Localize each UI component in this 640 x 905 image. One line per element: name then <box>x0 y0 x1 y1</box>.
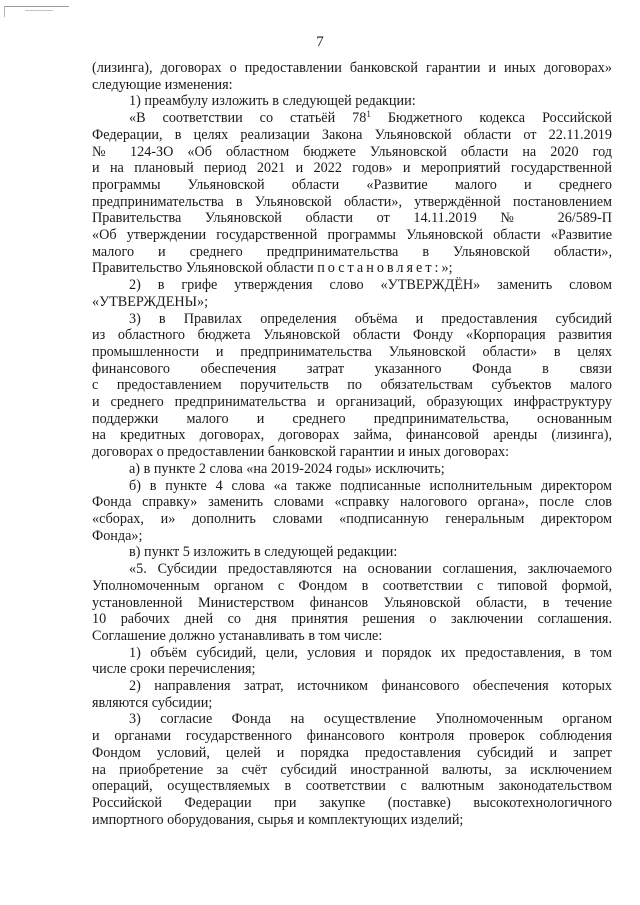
line-text: из областного бюджета Ульяновской области Фонду «Корпорация развития <box>92 327 612 344</box>
line-text: числе сроки перечисления; <box>92 661 256 678</box>
line-text: № 124-ЗО «Об областном бюджете Ульяновской области на 2020 год <box>92 143 612 160</box>
line-text: Федерации, в целях реализации Закона Ульяновской области от 22.11.2019 <box>92 126 612 143</box>
spaced-word: постановляет: <box>317 260 442 277</box>
line-text: «Об утверждении государственной программы Ульяновской области «Развитие <box>92 227 612 244</box>
text-line <box>92 695 612 712</box>
text-line <box>92 711 612 728</box>
line-text: 10 рабочих дней со дня принятия решения о заключении соглашения. <box>92 611 612 628</box>
line-text: и органами государственного финансового контроля проверок соблюдения <box>92 728 612 745</box>
line-text: являются субсидии; <box>92 694 213 711</box>
text-line <box>92 595 612 612</box>
line-text: 1) объём субсидий, цели, условия и порядок их предоставления, в том <box>129 644 612 661</box>
text-line <box>92 160 612 177</box>
text-line <box>92 110 612 127</box>
text-line <box>92 244 612 261</box>
text-line <box>92 561 612 578</box>
text-line <box>92 93 612 110</box>
line-text: 3) согласие Фонда на осуществление Уполномоченным органом <box>129 711 612 728</box>
line-text: промышленности и предпринимательства Ульяновской области» в целях <box>92 343 612 360</box>
text-line <box>92 528 612 545</box>
text-line <box>92 311 612 328</box>
text-line <box>92 728 612 745</box>
text-line <box>92 260 612 277</box>
line-text: Соглашение должно устанавливать в том числе: <box>92 627 383 644</box>
line-text: финансового обеспечения затрат указанного Фонда в связи <box>92 360 612 377</box>
text-line <box>92 444 612 461</box>
line-text: Российской Федерации при закупке (поставке) высокотехнологичного <box>92 794 612 811</box>
text-line <box>92 194 612 211</box>
text-line <box>92 812 612 829</box>
line-text: 2) направления затрат, источником финансового обеспечения которых <box>129 678 612 695</box>
text-line <box>92 578 612 595</box>
line-text: поддержки малого и среднего предпринимательства, основанным <box>92 410 612 427</box>
text-line <box>92 461 612 478</box>
text-line <box>92 210 612 227</box>
line-text: программы Ульяновской области «Развитие малого и среднего <box>92 176 612 193</box>
line-text: на приобретение за счёт субсидий иностранной валюты, за исключением <box>92 761 612 778</box>
line-text: Уполномоченным органом с Фондом в соответствии с типовой формой, <box>92 577 612 594</box>
line-text: и среднего предпринимательства и организаций, образующих инфраструктуру <box>92 394 612 411</box>
text-line <box>92 544 612 561</box>
line-text: Фонда»; <box>92 527 143 544</box>
line-text: 2) в грифе утверждения слово «УТВЕРЖДЁН» заменить словом <box>129 277 612 294</box>
line-text: договорах о предоставлении банковской гарантии и иных договорах: <box>92 444 510 461</box>
line-text: «сборах, и» дополнить словами «подписанную генеральным директором <box>92 510 612 527</box>
text-line <box>92 327 612 344</box>
line-text: малого и среднего предпринимательства в Ульяновской области», <box>92 243 612 260</box>
line-text: Правительства Ульяновской области от 14.11.2019 № 26/589-П <box>92 210 612 227</box>
text-line <box>92 478 612 495</box>
line-text: Фонда справку» заменить словами «справку налогового органа», после слов <box>92 494 612 511</box>
text-line <box>92 778 612 795</box>
text-line <box>92 411 612 428</box>
text-line <box>92 144 612 161</box>
text-line <box>92 745 612 762</box>
text-line <box>92 661 612 678</box>
text-line <box>92 77 612 94</box>
text-line <box>92 511 612 528</box>
text-line <box>92 361 612 378</box>
superscript: 1 <box>366 109 371 120</box>
text-line <box>92 227 612 244</box>
line-text: 3) в Правилах определения объёма и предоставления субсидий <box>129 310 612 327</box>
line-text: б) в пункте 4 слова «а также подписанные исполнительным директором <box>129 477 612 494</box>
line-text: операций, осуществляемых в соответствии с валютным законодательством <box>92 778 612 795</box>
line-text: Фондом условий, целей и порядка предоставления субсидий и запрет <box>92 744 612 761</box>
line-text: «5. Субсидии предоставляются на основании соглашения, заключаемого <box>129 561 612 578</box>
text-line <box>92 645 612 662</box>
line-text: и на плановый период 2021 и 2022 годов» и мероприятий государственной <box>92 160 612 177</box>
scan-edge-mark <box>4 6 69 17</box>
text-line <box>92 762 612 779</box>
text-line <box>92 427 612 444</box>
text-line <box>92 177 612 194</box>
text-line <box>92 294 612 311</box>
line-text: 1) преамбулу изложить в следующей редакции: <box>129 93 416 110</box>
text-line <box>92 127 612 144</box>
page-number: 7 <box>316 34 324 50</box>
line-text-tail: Бюджетного кодекса Российской <box>370 110 612 127</box>
text-line <box>92 494 612 511</box>
line-text: следующие изменения: <box>92 76 233 93</box>
line-text: Правительство Ульяновской области <box>92 260 318 277</box>
line-text: импортного оборудования, сырья и комплектующих изделий; <box>92 811 464 828</box>
text-line <box>92 394 612 411</box>
text-line <box>92 344 612 361</box>
line-text: с предоставлением поручительств по обязательствам субъектов малого <box>92 377 612 394</box>
line-text: (лизинга), договорах о предоставлении банковской гарантии и иных договорах» <box>92 60 612 76</box>
text-line <box>92 611 612 628</box>
line-text: на кредитных договорах, договорах займа, финансовой аренды (лизинга), <box>92 427 612 444</box>
text-line <box>92 678 612 695</box>
line-text: в) пункт 5 изложить в следующей редакции: <box>129 544 398 561</box>
text-line <box>92 60 612 77</box>
text-line <box>92 795 612 812</box>
text-line <box>92 277 612 294</box>
line-text: предпринимательства в Ульяновской области», утверждённой постановлением <box>92 193 612 210</box>
line-text-tail: »; <box>441 260 453 277</box>
text-line <box>92 628 612 645</box>
line-text: «УТВЕРЖДЕНЫ»; <box>92 293 209 310</box>
document-body <box>92 60 612 828</box>
text-line <box>92 377 612 394</box>
line-text: установленной Министерством финансов Ульяновской области, в течение <box>92 594 612 611</box>
line-text: «В соответствии со статьёй 78 <box>129 110 367 127</box>
line-text: а) в пункте 2 слова «на 2019-2024 годы» исключить; <box>129 460 445 477</box>
